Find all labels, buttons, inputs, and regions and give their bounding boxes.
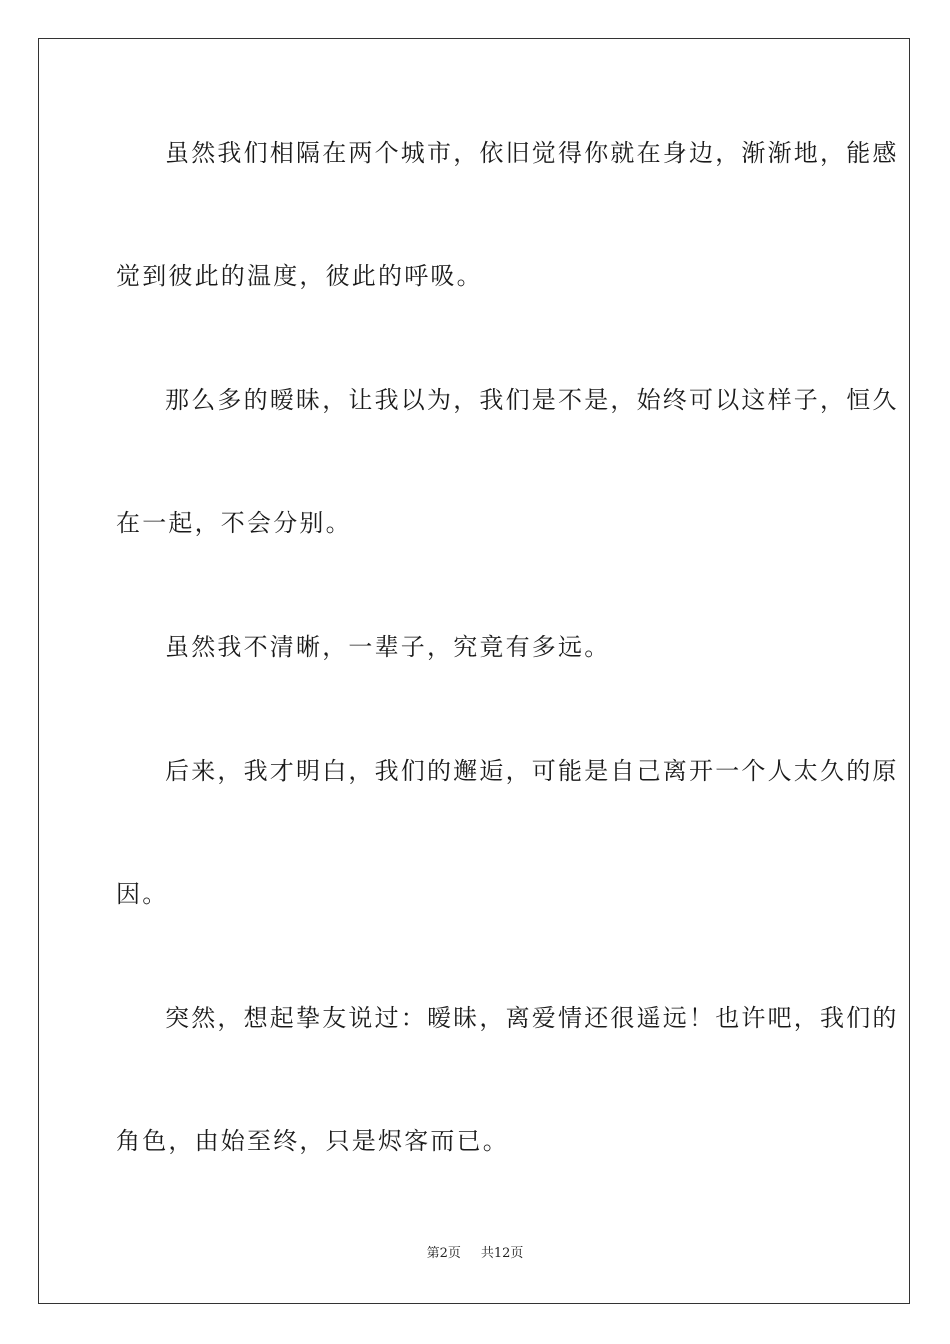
paragraph-1-line-1: 虽然我们相隔在两个城市，依旧觉得你就在身边，渐渐地，能感 <box>165 139 899 167</box>
paragraph-4-line-2: 因。 <box>116 880 169 908</box>
paragraph-2-line-2: 在一起，不会分别。 <box>116 509 352 537</box>
paragraph-1-line-2: 觉到彼此的温度，彼此的呼吸。 <box>116 262 483 290</box>
page-footer <box>0 1246 950 1262</box>
page-number: 第2页 <box>426 1246 461 1261</box>
paragraph-2-line-1: 那么多的暧昧，让我以为，我们是不是，始终可以这样子，恒久 <box>165 386 899 414</box>
total-pages: 共12页 <box>480 1246 524 1261</box>
paragraph-3-line-1: 虽然我不清晰，一辈子，究竟有多远。 <box>165 633 611 661</box>
paragraph-4-line-1: 后来，我才明白，我们的邂逅，可能是自己离开一个人太久的原 <box>165 757 899 785</box>
page-border <box>38 38 910 1304</box>
paragraph-5-line-1: 突然，想起挚友说过：暧昧，离爱情还很遥远！也许吧，我们的 <box>165 1004 899 1032</box>
paragraph-5-line-2: 角色，由始至终，只是烬客而已。 <box>116 1127 509 1155</box>
